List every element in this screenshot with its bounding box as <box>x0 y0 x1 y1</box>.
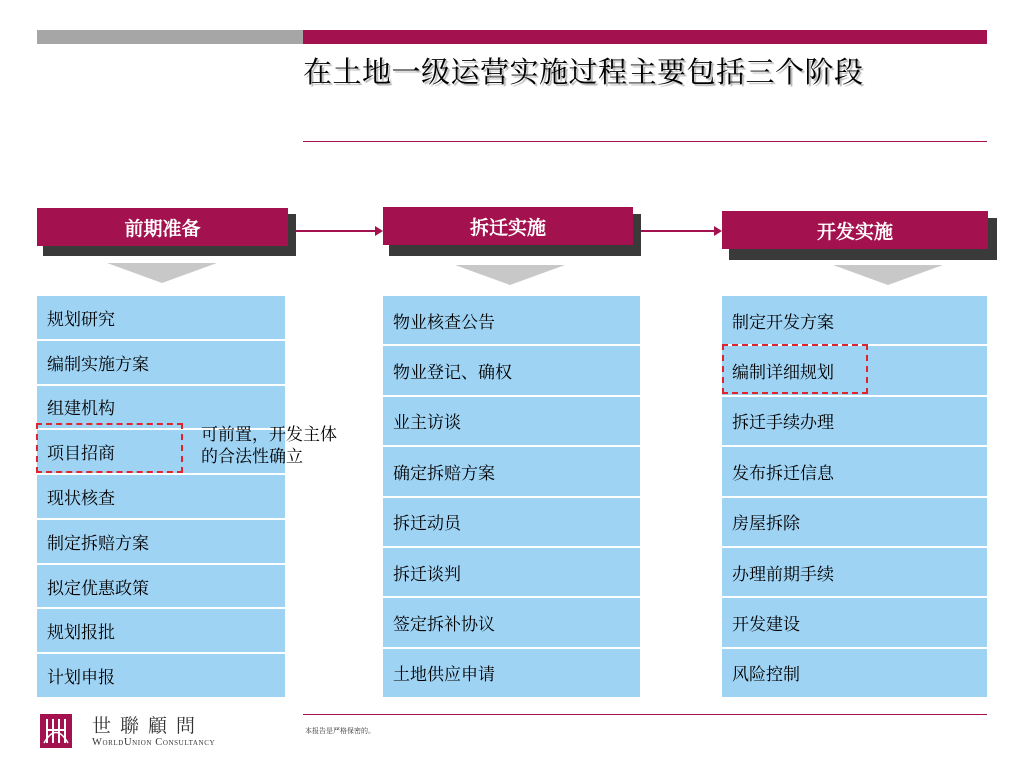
title-rule <box>303 141 987 142</box>
arrow-2-to-3 <box>641 230 715 232</box>
list-item: 项目招商 <box>37 428 285 473</box>
logo-english-name: WorldUnion Consultancy <box>92 737 216 748</box>
list-item: 现状核查 <box>37 473 285 518</box>
chevron-down-icon <box>455 265 565 285</box>
list-item: 业主访谈 <box>383 395 640 445</box>
list-item: 组建机构 <box>37 384 285 429</box>
phase-label: 开发实施 <box>816 220 893 243</box>
list-item: 开发建设 <box>722 596 987 646</box>
list-item: 制定开发方案 <box>722 296 987 344</box>
list-item: 编制实施方案 <box>37 339 285 384</box>
phase-header-demolition <box>383 207 633 245</box>
list-item: 确定拆赔方案 <box>383 445 640 495</box>
list-item: 拆迁谈判 <box>383 546 640 596</box>
annotation-note: 可前置，开发主体的合法性确立 <box>201 425 337 467</box>
confidentiality-note: 本报告是严格保密的。 <box>305 727 375 735</box>
phase-1-list <box>37 296 285 697</box>
page-title: 在土地一级运营实施过程主要包括三个阶段 <box>303 55 864 89</box>
phase-2-list <box>383 296 640 697</box>
list-item: 制定拆赔方案 <box>37 518 285 563</box>
highlight-project-investment <box>36 423 183 473</box>
list-item: 风险控制 <box>722 647 987 697</box>
list-item: 签定拆补协议 <box>383 596 640 646</box>
list-item: 拆迁手续办理 <box>722 395 987 445</box>
list-item: 发布拆迁信息 <box>722 445 987 495</box>
list-item: 拟定优惠政策 <box>37 563 285 608</box>
list-item: 物业核查公告 <box>383 296 640 344</box>
phase-header-development <box>722 211 988 249</box>
worldunion-logo-icon <box>40 714 72 748</box>
list-item: 办理前期手续 <box>722 546 987 596</box>
header-accent-bar <box>303 30 987 44</box>
chevron-down-icon <box>833 265 943 285</box>
list-item: 土地供应申请 <box>383 647 640 697</box>
phase-header-preparation <box>37 208 288 246</box>
list-item: 拆迁动员 <box>383 496 640 546</box>
list-item: 计划申报 <box>37 652 285 697</box>
phase-label: 前期准备 <box>124 217 201 240</box>
header-grey-bar <box>37 30 303 44</box>
list-item: 房屋拆除 <box>722 496 987 546</box>
list-item: 规划研究 <box>37 296 285 339</box>
phase-label: 拆迁实施 <box>469 216 546 239</box>
highlight-detailed-planning <box>722 344 868 394</box>
arrow-1-to-2 <box>296 230 376 232</box>
list-item: 物业登记、确权 <box>383 344 640 394</box>
list-item: 规划报批 <box>37 607 285 652</box>
list-item: 编制详细规划 <box>722 344 987 394</box>
chevron-down-icon <box>107 263 217 283</box>
logo-chinese-name: 世聯顧問 <box>92 715 205 737</box>
footer-rule <box>303 714 987 715</box>
